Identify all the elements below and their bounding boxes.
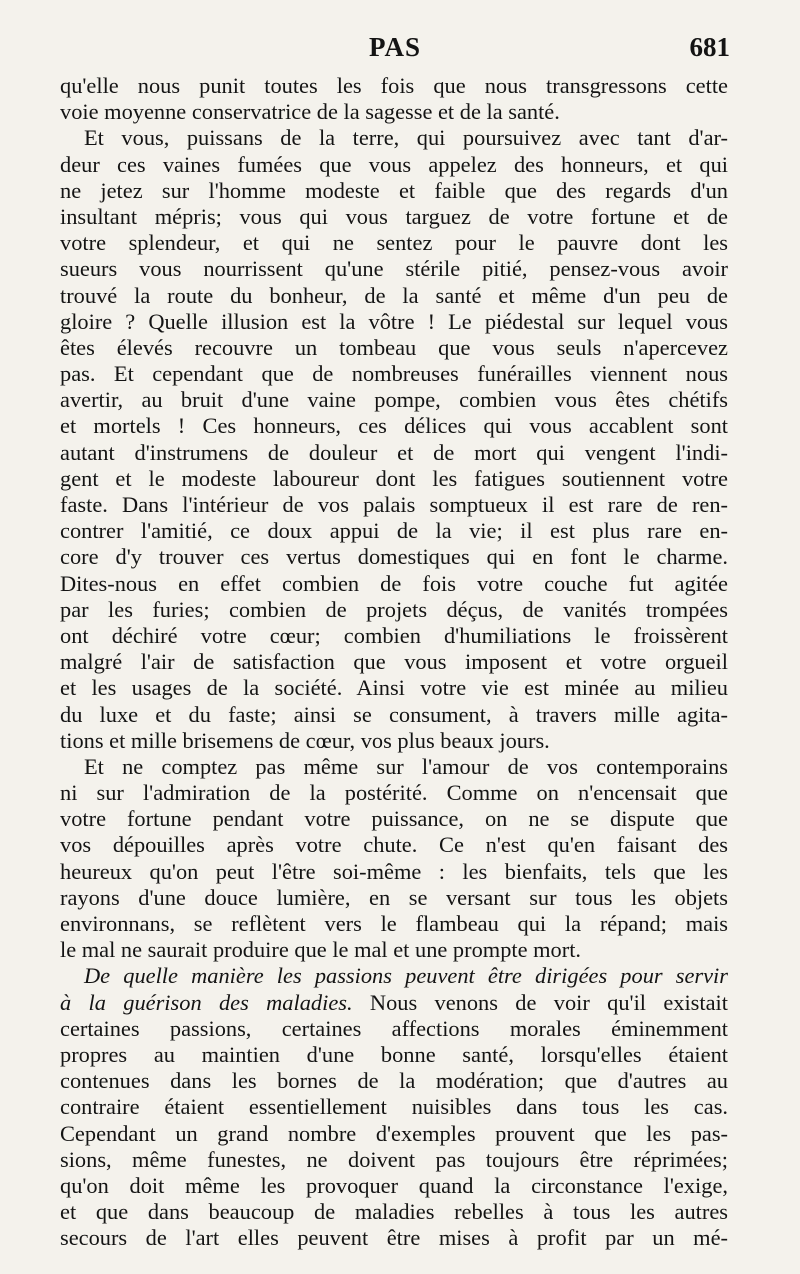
line-text: gent et le modeste laboureur dont les fatigues soutiennent votre [60,465,728,491]
line-text: trouvé la route du bonheur, de la santé et même d'un peu de [60,282,728,308]
running-head-word: PAS [368,32,421,62]
text-line [60,1225,728,1251]
text-line [60,1147,728,1173]
text-line [60,256,728,282]
text-line [60,1199,728,1225]
page-body-text [60,73,728,1251]
line-text: du luxe et du faste; ainsi se consument, à travers mille agita- [60,701,728,727]
line-text: insultant mépris; vous qui vous targuez de votre fortune et de [60,203,728,229]
text-line [60,990,728,1016]
line-text: par les furies; combien de projets déçus, de vanités trompées [60,596,728,622]
text-line [60,937,728,963]
text-line [60,649,728,675]
line-text: environnans, se reflètent vers le flambeau qui la répand; mais [60,911,728,936]
line-text: votre splendeur, et qui ne sentez pour le pauvre dont les [60,230,728,256]
line-text: êtes élevés recouvre un tombeau que vous seuls n'apercevez [60,334,728,360]
line-text: core d'y trouver ces vertus domestiques qui en font le charme. [60,544,728,570]
text-line [60,204,728,230]
text-line [60,283,728,309]
line-text: Dites-nous en effet combien de fois votre couche fut agitée [60,570,728,596]
text-line [60,178,728,204]
line-text: faste. Dans l'intérieur de vos palais somptueux il est rare de ren- [60,492,728,517]
line-text: gloire ? Quelle illusion est la vôtre ! Le piédestal sur lequel vous [60,308,728,334]
text-line [60,309,728,335]
line-text: pas. Et cependant que de nombreuses funérailles viennent nous [60,361,728,387]
text-line [60,387,728,413]
line-text: voie moyenne conservatrice de la sagesse et de la santé. [60,99,560,125]
text-line [60,125,728,151]
text-line [60,702,728,728]
line-text: deur ces vaines fumées que vous appelez des honneurs, et qui [60,151,728,177]
text-line [60,440,728,466]
line-text: sueurs vous nourrissent qu'une stérile pitié, pensez-vous avoir [60,256,728,282]
line-text: autant d'instrumens de douleur et de mort qui vengent l'indi- [60,439,728,465]
line-text: et mortels ! Ces honneurs, ces délices qui vous accablent sont [60,413,728,439]
text-line [60,335,728,361]
italic-heading-text: à la guérison des maladies. [60,989,353,1015]
line-text: contrer l'amitié, ce doux appui de la vie; il est plus rare en- [60,518,728,544]
line-text: sions, même funestes, ne doivent pas toujours être réprimées; [60,1146,728,1172]
text-line [60,361,728,387]
line-text: Et ne comptez pas même sur l'amour de vos contemporains [84,753,728,779]
text-line [60,754,728,780]
line-text: Nous venons de voir qu'il existait [352,989,728,1015]
text-line [60,885,728,911]
line-text: Cependant un grand nombre d'exemples prouvent que les pas- [60,1120,728,1146]
text-line [60,544,728,570]
text-line [60,832,728,858]
text-line [60,413,728,439]
text-line [60,1094,728,1120]
text-line [60,571,728,597]
text-line [60,152,728,178]
line-text: ne jetez sur l'homme modeste et faible que des regards d'un [60,177,728,203]
text-line [60,518,728,544]
text-line [60,963,728,989]
line-text: contraire étaient essentiellement nuisibles dans tous les cas. [60,1094,728,1120]
line-text: ni sur l'admiration de la postérité. Comme on n'encensait que [60,780,728,806]
text-line [60,73,728,99]
text-line [60,1068,728,1094]
text-line [60,1121,728,1147]
text-line [60,99,728,125]
line-text: le mal ne saurait produire que le mal et une prompte mort. [60,937,582,963]
line-text: Et vous, puissans de la terre, qui poursuivez avec tant d'ar- [84,125,728,151]
line-text: votre fortune pendant votre puissance, on ne se dispute que [60,806,728,832]
line-text: qu'on doit même les provoquer quand la circonstance l'exige, [60,1172,728,1198]
running-head [60,32,730,68]
line-text: ont déchiré votre cœur; combien d'humiliations le froissèrent [60,622,728,648]
text-line [60,728,728,754]
text-line [60,806,728,832]
text-line [60,597,728,623]
line-text: contenues dans les bornes de la modération; que d'autres au [60,1068,728,1094]
italic-heading-text: De quelle manière les passions peuvent être dirigées pour servir [84,963,728,989]
line-text: et les usages de la société. Ainsi votre vie est minée au milieu [60,675,728,701]
line-text: qu'elle nous punit toutes les fois que nous transgressons cette [60,73,728,98]
page-number: 681 [689,32,730,62]
line-text: et que dans beaucoup de maladies rebelles à tous les autres [60,1199,728,1225]
line-text: rayons d'une douce lumière, en se versant sur tous les objets [60,884,728,910]
text-line [60,466,728,492]
text-line [60,780,728,806]
text-line [60,230,728,256]
text-line [60,623,728,649]
text-line [60,675,728,701]
text-line [60,1016,728,1042]
text-line [60,1173,728,1199]
text-line [60,911,728,937]
line-text: secours de l'art elles peuvent être mises à profit par un mé- [60,1225,728,1251]
line-text: vos dépouilles après votre chute. Ce n'est qu'en faisant des [60,832,728,858]
line-text: certaines passions, certaines affections morales éminemment [60,1015,728,1041]
line-text: malgré l'air de satisfaction que vous imposent et votre orgueil [60,649,728,675]
line-text: heureux qu'on peut l'être soi-même : les bienfaits, tels que les [60,858,728,884]
text-line [60,1042,728,1068]
line-text: avertir, au bruit d'une vaine pompe, combien vous êtes chétifs [60,387,728,413]
line-text: propres au maintien d'une bonne santé, lorsqu'elles étaient [60,1041,728,1067]
text-line [60,492,728,518]
line-text: tions et mille brisemens de cœur, vos plus beaux jours. [60,727,550,753]
text-line [60,859,728,885]
